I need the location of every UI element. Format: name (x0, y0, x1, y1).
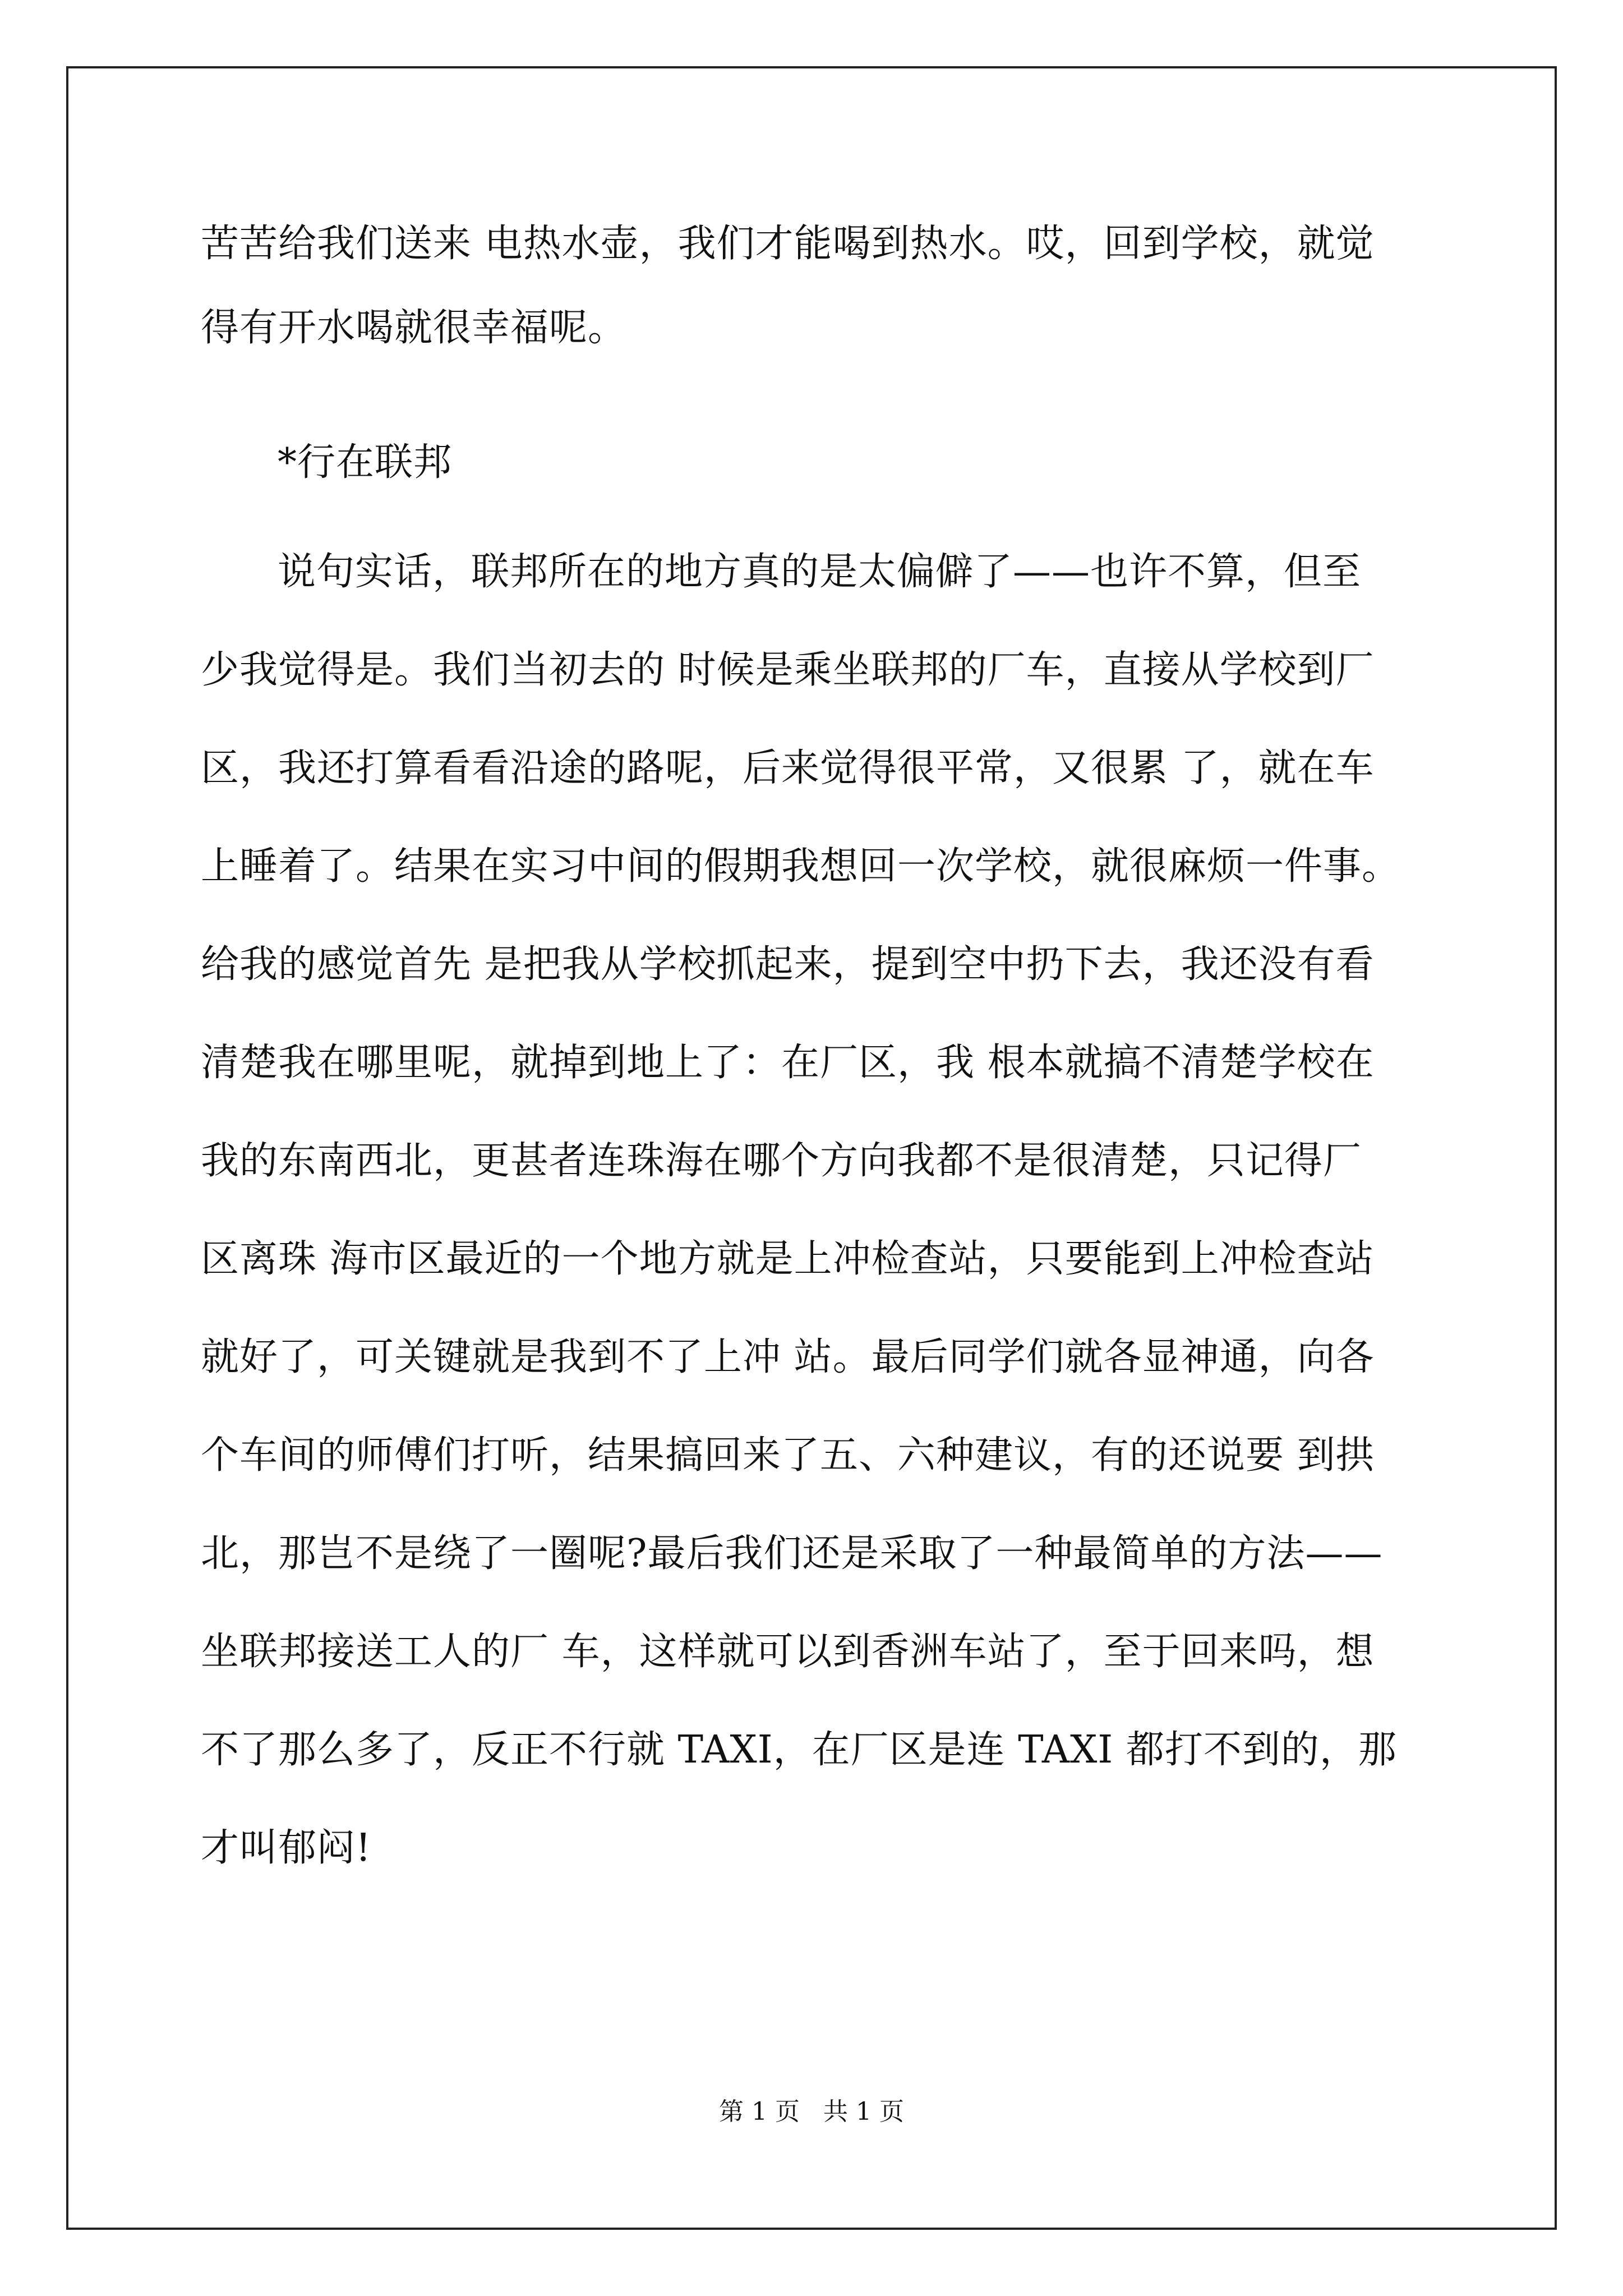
text-line: 区离珠 海市区最近的一个地方就是上冲检查站，只要能到上冲检查站 (201, 1237, 1375, 1281)
page-number-footer: 第 1 页 共 1 页 (719, 2097, 904, 2126)
text-line: 坐联邦接送工人的厂 车，这样就可以到香洲车站了，至于回来吗，想 (201, 1630, 1375, 1674)
text-line: 我的东南西北，更甚者连珠海在哪个方向我都不是很清楚，只记得厂 (201, 1139, 1362, 1183)
paragraph-first-line: 说句实话，联邦所在的地方真的是太偏僻了——也许不算，但至 (278, 550, 1362, 594)
text-line: 给我的感觉首先 是把我从学校抓起来，提到空中扔下去，我还没有看 (201, 942, 1375, 987)
text-line: 少我觉得是。我们当初去的 时候是乘坐联邦的厂车，直接从学校到厂 (201, 648, 1375, 692)
text-line: 就好了，可关键就是我到不了上冲 站。最后同学们就各显神通，向各 (201, 1335, 1375, 1379)
text-line: 个车间的师傅们打听，结果搞回来了五、六种建议，有的还说要 到拱 (201, 1433, 1375, 1478)
text-line: 得有开水喝就很幸福呢。 (201, 306, 627, 350)
text-line: 苦苦给我们送来 电热水壶，我们才能喝到热水。哎，回到学校，就觉 (201, 222, 1375, 266)
text-line: 区，我还打算看看沿途的路呢，后来觉得很平常，又很累 了，就在车 (201, 746, 1375, 790)
text-line: 才叫郁闷! (201, 1826, 372, 1870)
text-line: 上睡着了。结果在实习中间的假期我想回一次学校，就很麻烦一件事。 (201, 844, 1401, 889)
text-line: 不了那么多了，反正不行就 TAXI，在厂区是连 TAXI 都打不到的，那 (201, 1728, 1397, 1772)
section-heading: *行在联邦 (278, 440, 453, 485)
text-line: 北，那岂不是绕了一圈呢?最后我们还是采取了一种最简单的方法—— (201, 1531, 1383, 1576)
text-line: 清楚我在哪里呢，就掉到地上了：在厂区，我 根本就搞不清楚学校在 (201, 1041, 1375, 1085)
